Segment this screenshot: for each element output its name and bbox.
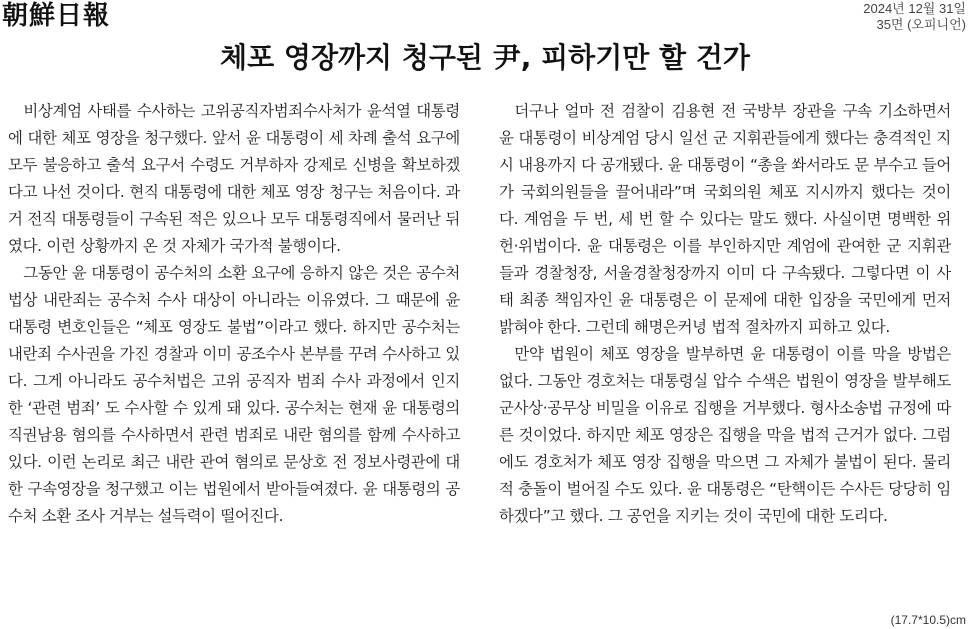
paragraph: 더구나 얼마 전 검찰이 김용현 전 국방부 장관을 구속 기소하면서 윤 대통령이 비상계엄 당시 일선 군 지휘관들에게 했다는 충격적인 지시 내용까지 다 공개됐다. 윤 대통령이 “총을 쏴서라도 문 부수고 들어가 국회의원들을 끌어내라”며 국회의원 체포 지시까지 했다는 것이다. 계엄을 두 번, 세 번 할 수 있다는 말도 했다. 사실이면 명백한 위헌·위법이다. 윤 대통령은 이를 부인하지만 계엄에 관여한 군 지휘관들과 경찰청장, 서울경찰청장까지 이미 다 구속됐다. 그렇다면 이 사태 최종 책임자인 윤 대통령은 이 문제에 대한 입장을 국민에게 먼저 밝혀야 한다. 그런데 해명은커녕 법적 절차까지 피하고 있다.: [499, 102, 951, 336]
publication-date: 2024년 12월 31일: [863, 1, 966, 16]
editorial-headline: 체포 영장까지 청구된 尹, 피하기만 할 건가: [220, 41, 750, 74]
newspaper-masthead: 朝鮮日報: [2, 1, 111, 31]
article-column-left: [8, 98, 460, 530]
page-section: 35면 (오피니언): [876, 17, 966, 32]
edition-info: [863, 1, 966, 33]
clipping-size-note: (17.7*10.5)cm: [890, 613, 966, 627]
article-column-right: [499, 98, 951, 530]
paragraph: 만약 법원이 체포 영장을 발부하면 윤 대통령이 이를 막을 방법은 없다. 그동안 경호처는 대통령실 압수 수색은 법원이 영장을 발부해도 군사상·공무상 비밀을 이유로 집행을 거부했다. 형사소송법 규정에 따른 것이었다. 하지만 체포 영장은 집행을 막을 법적 근거가 없다. 그럼에도 경호처가 체포 영장 집행을 막으면 그 자체가 불법이 된다. 물리적 충돌이 벌어질 수도 있다. 윤 대통령은 “탄핵이든 수사든 당당히 임하겠다”고 했다. 그 공언을 지키는 것이 국민에 대한 도리다.: [499, 345, 951, 525]
paragraph: 그동안 윤 대통령이 공수처의 소환 요구에 응하지 않은 것은 공수처법상 내란죄는 공수처 수사 대상이 아니라는 이유였다. 그 때문에 윤 대통령 변호인들은 “체포 영장도 불법”이라고 했다. 하지만 공수처는 내란죄 수사권을 가진 경찰과 이미 공조수사 본부를 꾸려 수사하고 있다. 그게 아니라도 공수처법은 고위 공직자 범죄 수사 과정에서 인지한 ‘관련 범죄’ 도 수사할 수 있게 돼 있다. 공수처는 현재 윤 대통령의 직권남용 혐의를 수사하면서 관련 범죄로 내란 혐의를 함께 수사하고 있다. 이런 논리로 최근 내란 관여 혐의로 문상호 전 정보사령관에 대한 구속영장을 청구했고 이는 법원에서 받아들여졌다. 윤 대통령의 공수처 소환 조사 거부는 설득력이 떨어진다.: [8, 264, 460, 525]
paragraph: 비상계엄 사태를 수사하는 고위공직자범죄수사처가 윤석열 대통령에 대한 체포 영장을 청구했다. 앞서 윤 대통령이 세 차례 출석 요구에 모두 불응하고 출석 요구서 수령도 거부하자 강제로 신병을 확보하겠다고 나선 것이다. 현직 대통령에 대한 체포 영장 청구는 처음이다. 과거 전직 대통령들이 구속된 적은 있으나 모두 대통령직에서 물러난 뒤였다. 이런 상황까지 온 것 자체가 국가적 불행이다.: [8, 102, 460, 255]
